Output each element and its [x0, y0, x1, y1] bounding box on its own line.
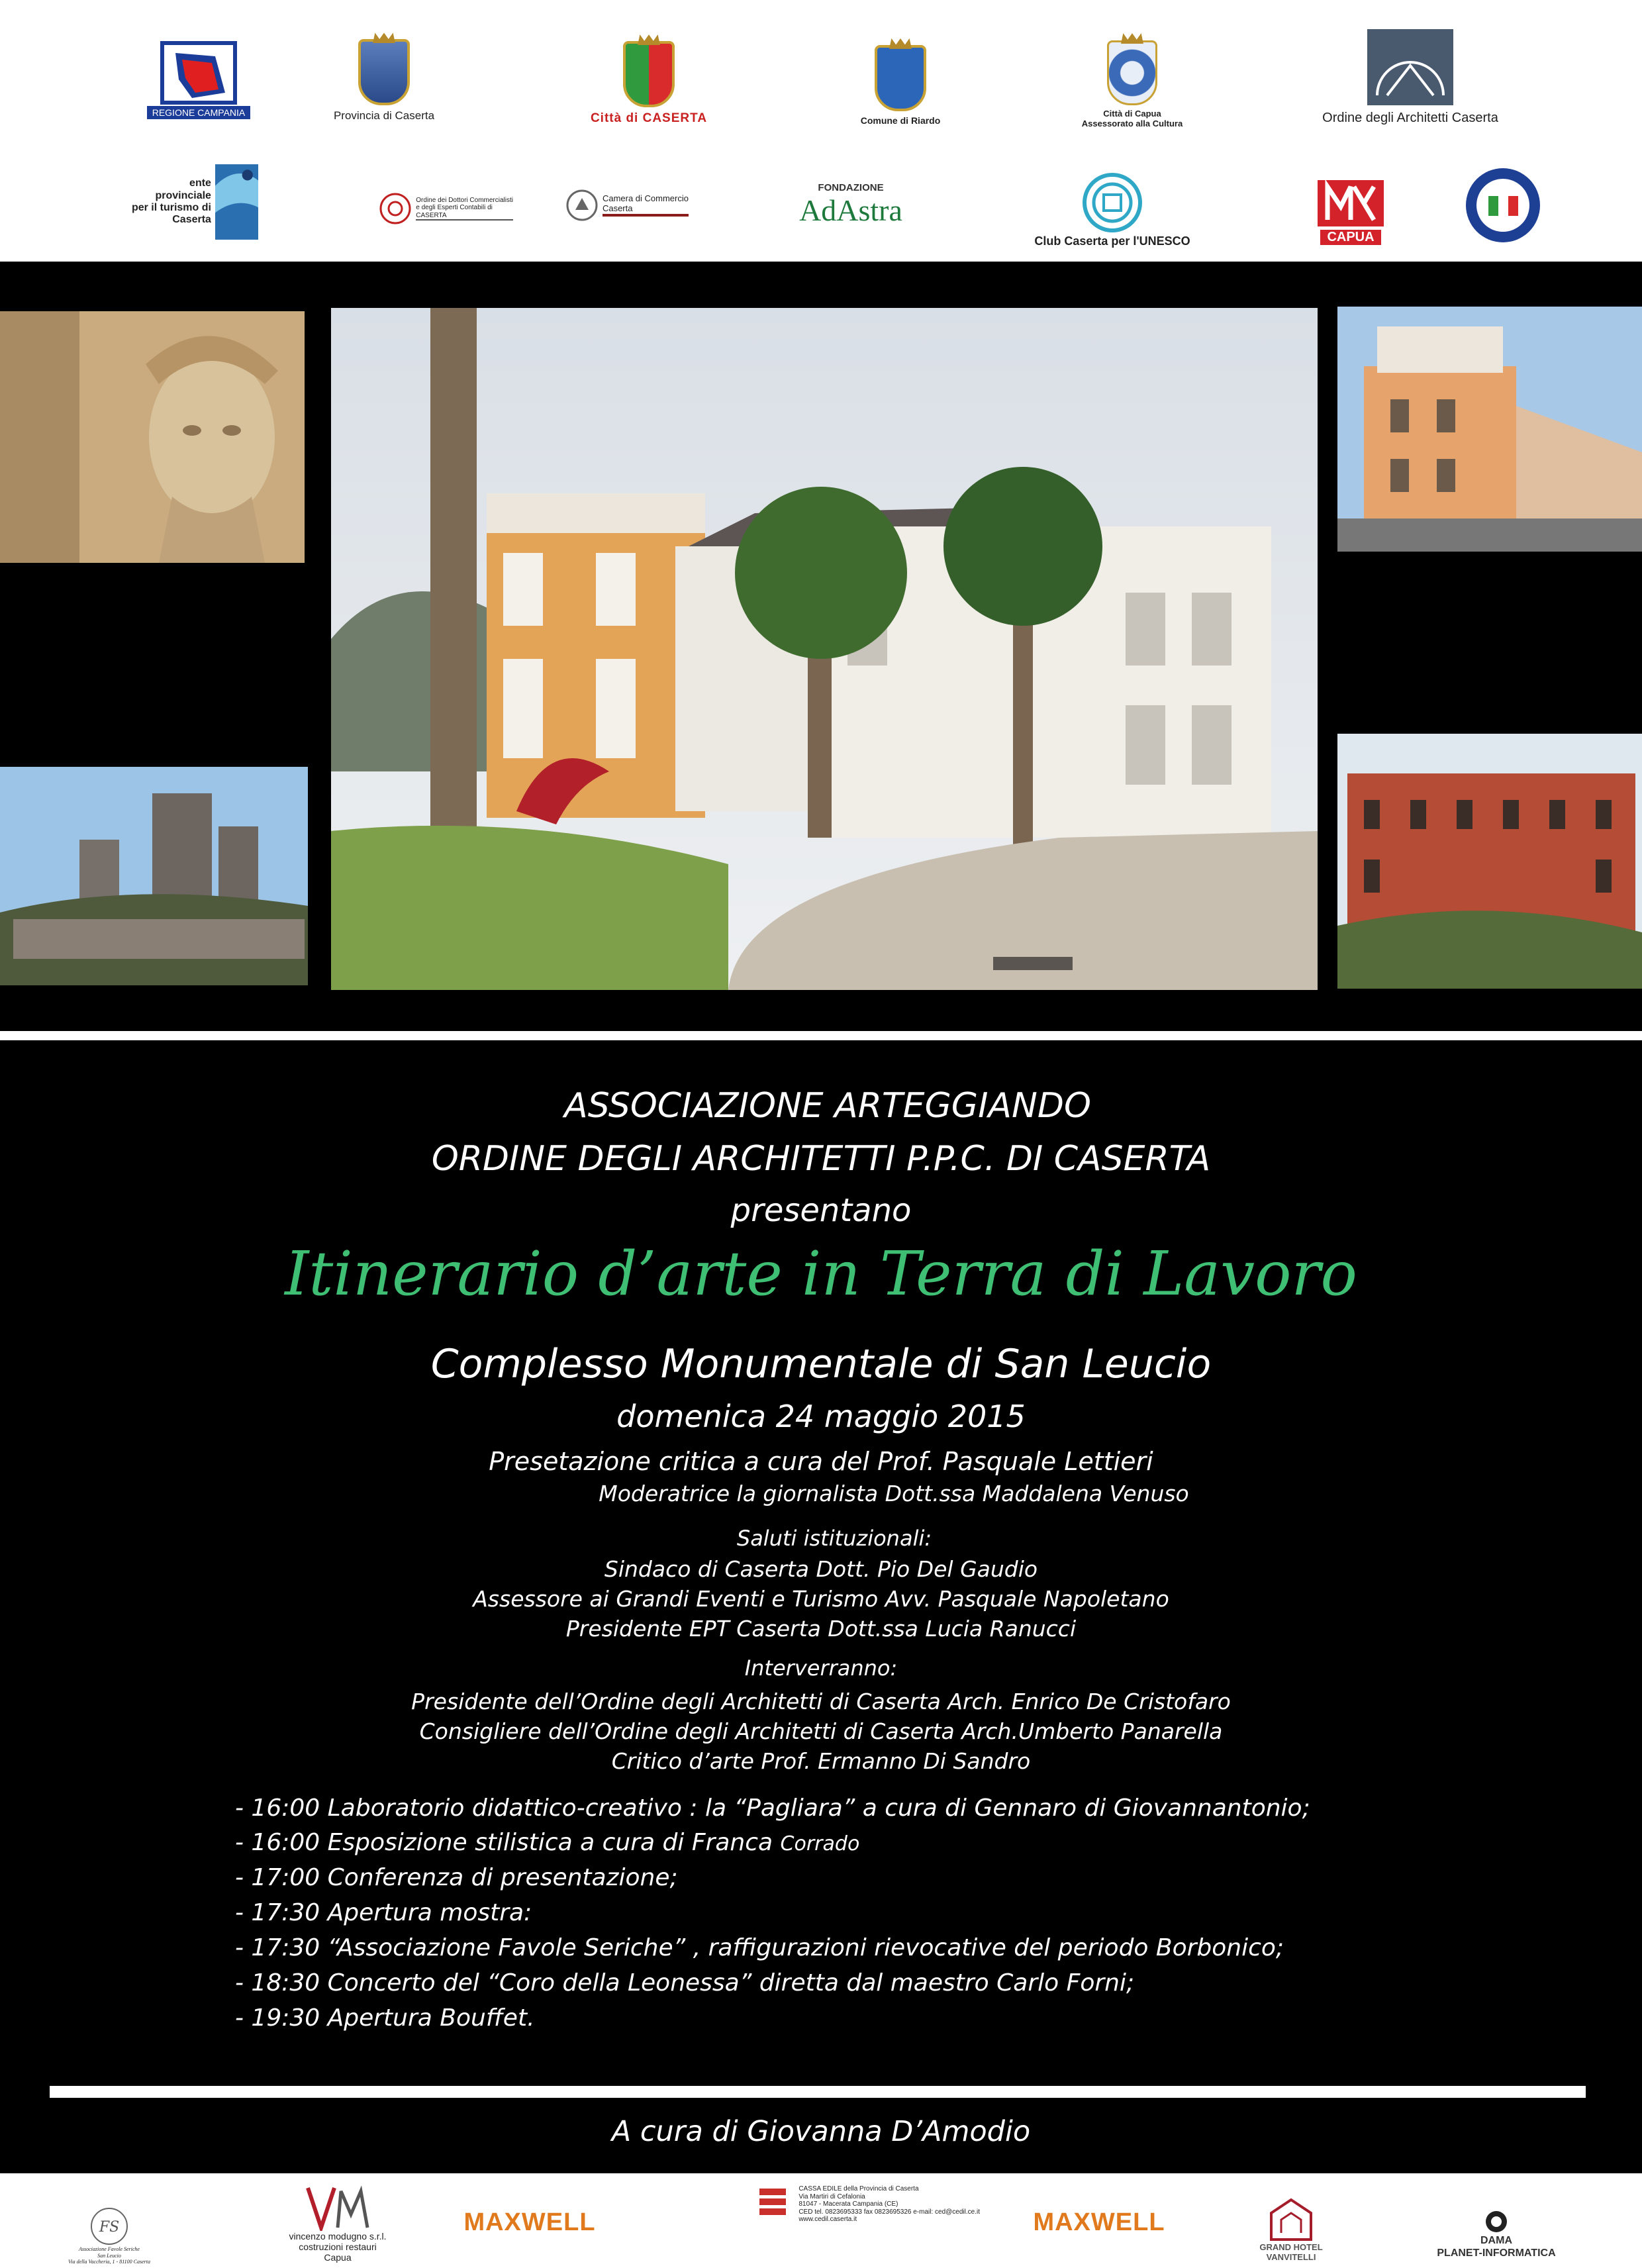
- program-item: - 18:30 Concerto del “Coro della Leonessa” diretta dal maestro Carlo Forni;: [235, 1969, 1135, 1997]
- speaker-item: Presidente dell’Ordine degli Architetti di Caserta Arch. Enrico De Cristofaro: [411, 1689, 1231, 1714]
- presentation-line: Presetazione critica a cura del Prof. Pasquale Lettieri: [489, 1447, 1153, 1476]
- maxwell-logo-2: [1026, 2193, 1172, 2253]
- citta-capua-logo: [1053, 17, 1212, 129]
- capua-crest-icon: [1107, 40, 1157, 105]
- cassa-edile-bricks-icon: [756, 2185, 789, 2225]
- camera-commercio-emblem-icon: [565, 189, 599, 222]
- ordine-architetti-logo: [1271, 17, 1549, 126]
- org-arteggiando: ASSOCIAZIONE ARTEGGIANDO: [564, 1086, 1091, 1126]
- sponsor-band-bottom: [0, 2173, 1642, 2268]
- club-unesco-logo: [993, 159, 1232, 248]
- program-item-suffix: Corrado: [780, 1832, 860, 1855]
- adastra-caption: AdAstra: [799, 193, 902, 228]
- favole-seriche-monogram-icon: [89, 2206, 129, 2246]
- palace-corner-image: [1337, 307, 1642, 552]
- program-item: - 16:00 Laboratorio didattico-creativo : la “Pagliara” a cura di Gennaro di Giovannantonio;: [235, 1795, 1310, 1822]
- speakers-heading: Interverranno:: [744, 1655, 898, 1681]
- maxwell-logo-1: [457, 2193, 603, 2253]
- greeting-item: Presidente EPT Caserta Dott.ssa Lucia Ranucci: [565, 1616, 1077, 1642]
- ept-caserta-caption: ente provinciale per il turismo di Caserta: [131, 177, 211, 226]
- grand-hotel-vanvitelli-logo: [1238, 2180, 1344, 2263]
- greetings-heading: Saluti istituzionali:: [736, 1526, 932, 1551]
- favole-seriche-logo: [53, 2179, 166, 2265]
- planet-icon: [1483, 2208, 1510, 2235]
- program-item: - 17:30 Apertura mostra:: [235, 1899, 532, 1926]
- event-title: Itinerario d’arte in Terra di Lavoro: [285, 1238, 1357, 1309]
- ept-caserta-logo: [113, 149, 258, 255]
- red-palazzo-image: [1337, 734, 1642, 989]
- citta-caserta-logo: [583, 17, 715, 126]
- maxwell-caption-1: MAXWELL: [463, 2208, 596, 2237]
- provincia-crest-icon: [358, 39, 410, 105]
- sponsor-band-top: [0, 0, 1642, 262]
- statue-photo: [0, 311, 305, 563]
- italia-seal-icon: [1463, 166, 1543, 245]
- vincenzo-modugno-caption: vincenzo modugno s.r.l. costruzioni restauri Capua: [289, 2230, 387, 2263]
- capua-mk-icon: [1314, 177, 1387, 230]
- org-architetti: ORDINE DEGLI ARCHITETTI P.P.C. DI CASERTA: [431, 1139, 1211, 1179]
- cassa-edile-caption: CASSA EDILE della Provincia di Caserta Via Martiri di Cefalonia 81047 - Macerata Campania (CE) CED tel. 0823695333 fax 0823695326 e-mail: ced@cedil.ce.it www.cedil.caserta.it: [798, 2185, 980, 2223]
- castle-image: [0, 767, 308, 985]
- provincia-caserta-logo: [331, 17, 437, 123]
- speaker-item: Critico d’arte Prof. Ermanno Di Sandro: [611, 1748, 1031, 1774]
- dama-planet-logo: [1410, 2187, 1582, 2259]
- moderator-line: Moderatrice la giornalista Dott.ssa Maddalena Venuso: [599, 1481, 1189, 1506]
- ept-wave-icon: [215, 156, 258, 248]
- camera-commercio-caption: Camera di Commercio Caserta: [603, 194, 689, 217]
- unesco-circles-icon: [1076, 172, 1149, 234]
- divider-top: [0, 1031, 1642, 1040]
- museo-capua-caption: CAPUA: [1320, 230, 1380, 245]
- comune-riardo-caption: Comune di Riardo: [860, 115, 941, 126]
- adastra-small-caption: FONDAZIONE: [818, 181, 884, 193]
- program-item: - 17:00 Conferenza di presentazione;: [235, 1864, 678, 1891]
- curator-line: A cura di Giovanna D’Amodio: [611, 2115, 1031, 2148]
- program-item: - 17:30 “Associazione Favole Seriche” , raffigurazioni rievocative del periodo Borbonico;: [235, 1934, 1284, 1961]
- citta-capua-caption: Città di Capua Assessorato alla Cultura: [1081, 109, 1183, 129]
- club-unesco-caption: Club Caserta per l'UNESCO: [1034, 234, 1190, 248]
- commercialisti-caption: Ordine dei Dottori Commercialisti e degli Esperti Contabili di CASERTA: [416, 197, 513, 221]
- regione-campania-caption: REGIONE CAMPANIA: [147, 106, 251, 119]
- citta-caserta-caption: Città di CASERTA: [590, 111, 708, 126]
- regione-campania-icon: [152, 40, 245, 106]
- svg-text:FS: FS: [99, 2219, 120, 2236]
- program-item: [235, 1829, 859, 1856]
- san-leucio-palace-image: [331, 308, 1318, 990]
- statue-image: [0, 311, 305, 563]
- comune-riardo-logo: [841, 17, 960, 126]
- vincenzo-modugno-logo: [265, 2180, 410, 2263]
- architetti-emblem-icon: [1367, 29, 1453, 105]
- adastra-logo: [768, 175, 934, 228]
- riardo-crest-icon: [875, 45, 926, 111]
- italia-nostra-logo: [1457, 159, 1549, 252]
- vm-monogram-icon: [301, 2185, 374, 2231]
- vanvitelli-caption: GRAND HOTEL VANVITELLI: [1259, 2242, 1323, 2263]
- italia-nostra-caption: ROMA ITALIA: [1482, 163, 1524, 170]
- caserta-crest-icon: [623, 41, 675, 107]
- dama-planet-caption: DAMA PLANET-INFORMATICA: [1437, 2235, 1556, 2259]
- cassa-edile-logo: [695, 2185, 980, 2261]
- presentano-label: presentano: [730, 1192, 912, 1229]
- provincia-caserta-caption: Provincia di Caserta: [333, 109, 435, 123]
- maxwell-caption-2: MAXWELL: [1033, 2208, 1165, 2237]
- commercialisti-logo: [334, 179, 513, 238]
- program-item: - 19:30 Apertura Bouffet.: [235, 2004, 535, 2032]
- san-leucio-main-photo: [331, 308, 1318, 990]
- favole-seriche-caption: Associazione Favole Seriche San Leucio Via della Vaccheria, 1 - 81100 Caserta: [68, 2246, 150, 2265]
- commercialisti-emblem-icon: [379, 192, 412, 225]
- vanvitelli-crest-icon: [1265, 2196, 1318, 2243]
- castle-photo: [0, 767, 308, 985]
- regione-campania-logo: [146, 26, 252, 119]
- speaker-item: Consigliere dell’Ordine degli Architetti di Caserta Arch.Umberto Panarella: [419, 1718, 1223, 1744]
- venue: Complesso Monumentale di San Leucio: [430, 1341, 1212, 1387]
- program-item-text: - 16:00 Esposizione stilistica a cura di Franca: [235, 1829, 773, 1856]
- event-date: domenica 24 maggio 2015: [616, 1399, 1026, 1434]
- palace-corner-photo: [1337, 307, 1642, 552]
- red-palazzo-photo: [1337, 734, 1642, 989]
- divider-bottom: [50, 2086, 1586, 2098]
- museo-capua-logo: [1304, 166, 1397, 245]
- ordine-architetti-caption: Ordine degli Architetti Caserta: [1322, 111, 1498, 125]
- greeting-item: Sindaco di Caserta Dott. Pio Del Gaudio: [604, 1556, 1038, 1582]
- greeting-item: Assessore ai Grandi Eventi e Turismo Avv. Pasquale Napoletano: [473, 1586, 1169, 1612]
- camera-commercio-logo: [536, 179, 689, 232]
